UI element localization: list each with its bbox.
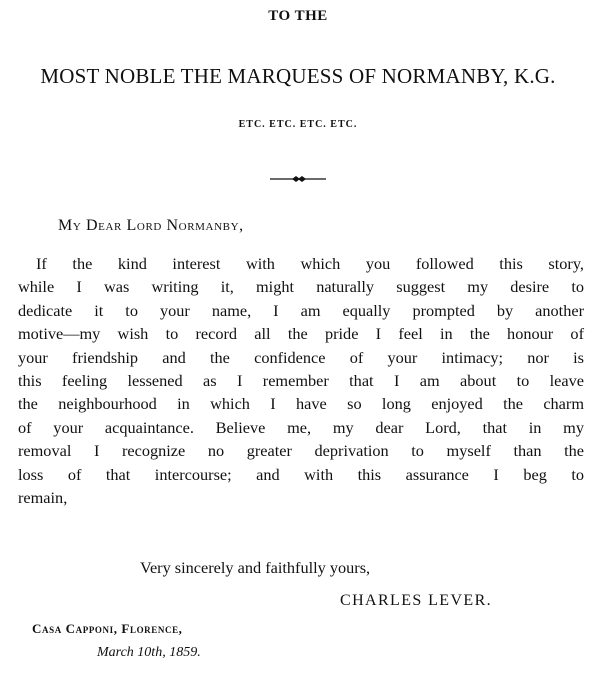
body-line: loss of that intercourse; and with this assurance I beg to [18, 464, 584, 484]
place-line: Casa Capponi, Florence, [32, 621, 183, 636]
letter-body [18, 252, 584, 509]
body-line: remain, [18, 488, 68, 508]
salutation: My Dear Lord Normanby, [58, 217, 244, 234]
body-line: If the kind interest with which you followed this story, [36, 254, 584, 273]
body-line: of your acquaintance. Believe me, my dear Lord, that in my [18, 417, 584, 437]
body-line: while I was writing it, might naturally suggest my desire to [18, 277, 584, 297]
signature: CHARLES LEVER. [340, 592, 493, 609]
body-line: dedicate it to your name, I am equally prompted by another [18, 300, 584, 320]
closing-line: Very sincerely and faithfully yours, [140, 558, 371, 577]
dedicatee-title: MOST NOBLE THE MARQUESS OF NORMANBY, K.G. [40, 64, 556, 88]
date-line [97, 645, 201, 661]
body-line: your friendship and the confidence of your intimacy; nor is [18, 347, 584, 367]
body-line: this feeling lessened as I remember that I am about to leave [18, 371, 584, 391]
body-line: removal I recognize no greater deprivation to myself than the [18, 441, 584, 461]
etc-line: ETC. ETC. ETC. ETC. [238, 119, 358, 130]
ornament-divider [270, 174, 326, 184]
to-the-heading: TO THE [268, 8, 328, 24]
body-line: motive—my wish to record all the pride I feel in the honour of [18, 324, 584, 344]
date-text: March 10th, 1859. [97, 645, 201, 660]
body-line: the neighbourhood in which I have so long enjoyed the charm [18, 394, 584, 414]
